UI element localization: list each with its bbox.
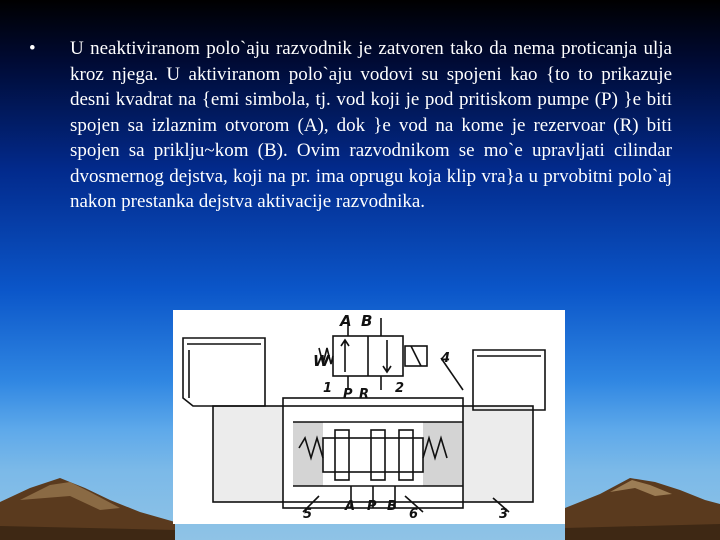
body-text: U neaktiviranom polo`aju razvodnik je zatvoren tako da nema proticanja ulja kroz njega. U aktiviranom polo`aju vodovi su spojeni kao {to to prikazuje desni kvadrat na {emi simbola, tj. vod koji je pod pritiskom pumpe (P) }e biti spojen sa izlaznim otvorom (A), dok }e vod na kome je rezervoar (R) biti spojen sa priklju~kom (B). Ovim razvodnikom se mo`e upravljati cilindar dvosmernog dejstva, koji na pr. ima oprugu koja klip vra}a u prvobitni polo`aj nakon prestanka dejstva aktivacije razvodnika. [70,38,672,212]
label-a-top: A [340,312,352,330]
label-b-top: B [361,312,373,330]
label-6: 6 [409,507,419,522]
valve-diagram [173,310,565,524]
bullet-marker: • [29,38,36,59]
label-3: 3 [499,507,509,522]
label-w: W [313,352,330,370]
label-1: 1 [323,381,333,396]
label-a-bottom: A [345,499,356,514]
label-b-bottom: B [387,499,397,514]
label-p-mid: P [343,387,353,402]
label-2: 2 [395,381,405,396]
label-4: 4 [441,351,451,366]
label-r-mid: R [359,387,370,402]
valve-drawing [173,310,565,524]
label-p-bottom: P [367,499,377,514]
label-5: 5 [303,507,313,522]
